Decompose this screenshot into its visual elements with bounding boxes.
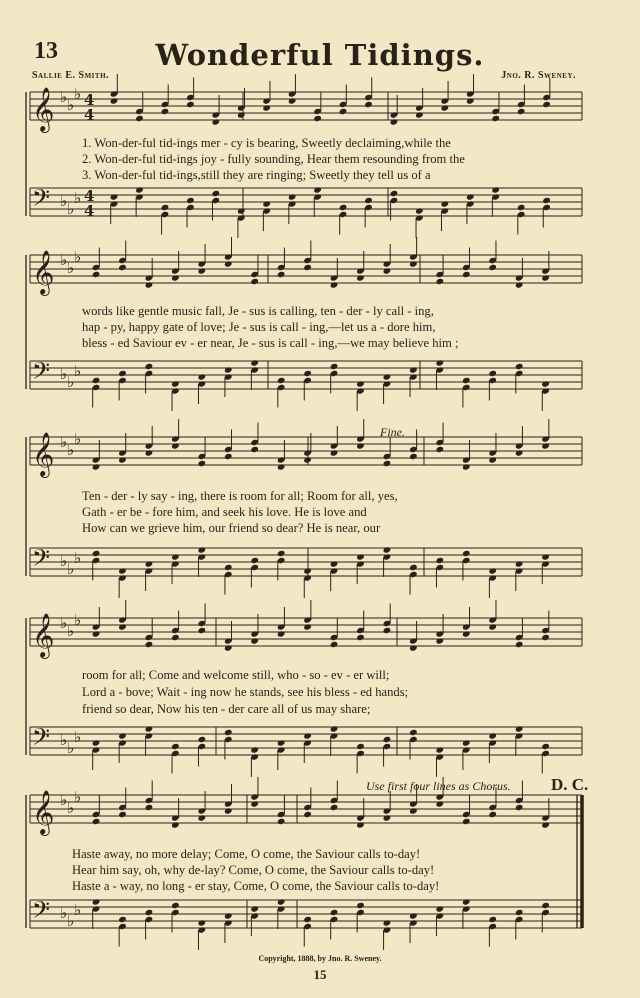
note-head (383, 736, 392, 743)
note-head (517, 108, 526, 115)
lyric-line: room for all; Come and welcome still, who - so - ev - er will; (82, 668, 390, 682)
note-head (436, 278, 445, 285)
note-head (488, 456, 497, 463)
note-head (356, 743, 365, 750)
note-head (313, 115, 322, 122)
note-head (171, 553, 180, 560)
note-head (186, 197, 195, 204)
note-head (224, 260, 233, 267)
note-head (441, 104, 450, 111)
flat-icon: ♭ (60, 251, 68, 269)
note-head (224, 644, 233, 651)
note-head (488, 264, 497, 271)
time-signature-numerator: 4 (84, 91, 95, 109)
note-head (541, 274, 550, 281)
note-head (171, 274, 180, 281)
note-head (92, 630, 101, 637)
note-head (390, 190, 399, 197)
note-head (198, 736, 207, 743)
note-head (145, 804, 154, 811)
note-head (250, 278, 259, 285)
note-head (491, 115, 500, 122)
note-head (436, 446, 445, 453)
flat-icon: ♭ (67, 739, 75, 757)
note-head (409, 453, 418, 460)
note-head (541, 902, 550, 909)
lyric-line: Gath - er be - fore him, and seek his love. He is love and (82, 505, 367, 519)
note-head (171, 821, 180, 828)
note-head (313, 186, 322, 193)
note-head (198, 267, 207, 274)
flat-icon: ♭ (74, 901, 82, 919)
note-head (436, 800, 445, 807)
note-head (118, 811, 127, 818)
note-head (92, 463, 101, 470)
note-head (409, 729, 418, 736)
note-head (356, 634, 365, 641)
note-head (288, 97, 297, 104)
note-head (224, 366, 233, 373)
note-head (198, 919, 207, 926)
flat-icon: ♭ (67, 96, 75, 114)
flat-icon: ♭ (60, 614, 68, 632)
treble-staff (30, 600, 582, 659)
note-head (330, 281, 339, 288)
flat-icon: ♭ (67, 912, 75, 930)
note-head (517, 204, 526, 211)
note-head (541, 634, 550, 641)
note-head (436, 905, 445, 912)
note-head (488, 567, 497, 574)
note-head (515, 560, 524, 567)
bass-clef-icon: 𝄢 (32, 723, 51, 756)
note-head (491, 186, 500, 193)
note-head (515, 449, 524, 456)
note-head (488, 811, 497, 818)
copyright-notice: Copyright, 1888, by Jno. R. Sweney. (258, 954, 382, 963)
note-head (212, 190, 221, 197)
note-head (409, 912, 418, 919)
flat-icon: ♭ (74, 728, 82, 746)
note-head (462, 377, 471, 384)
note-head (186, 101, 195, 108)
note-head (250, 746, 259, 753)
note-head (339, 108, 348, 115)
bass-clef-icon: 𝄢 (32, 544, 51, 577)
lyric-line: Haste away, no more delay; Come, O come, the Saviour calls to-day! (72, 847, 421, 861)
note-head (237, 207, 246, 214)
bass-staff (30, 896, 582, 950)
note-head (171, 380, 180, 387)
note-head (250, 446, 259, 453)
lyric-line: Ten - der - ly say - ing, there is room for all; Room for all, yes, (82, 489, 398, 503)
treble-staff (30, 74, 582, 133)
note-head (303, 811, 312, 818)
note-head (92, 739, 101, 746)
lyric-line: words like gentle music fall, Je - sus is calling, ten - der - ly call - ing, (82, 304, 434, 318)
composer-credit: Jno. R. Sweney. (501, 70, 576, 81)
flat-icon: ♭ (67, 560, 75, 578)
flat-icon: ♭ (60, 904, 68, 922)
note-head (118, 916, 127, 923)
note-head (383, 267, 392, 274)
flat-icon: ♭ (74, 611, 82, 629)
note-head (262, 200, 271, 207)
note-head (364, 101, 373, 108)
lyric-line: Lord a - bove; Wait - ing now he stands, see his bless - ed hands; (82, 685, 409, 699)
note-head (288, 193, 297, 200)
lyric-line: friend so dear, Now his ten - der care all of us may share; (82, 702, 371, 716)
lyric-line: 3. Won-der-ful tid-ings,still they are ringing; Sweetly they tell us of a (82, 168, 431, 182)
note-head (356, 821, 365, 828)
treble-staff (30, 419, 582, 478)
note-head (250, 637, 259, 644)
note-head (462, 463, 471, 470)
note-head (118, 732, 127, 739)
dc-mark: D. C. (551, 775, 589, 794)
note-head (277, 898, 286, 905)
note-head (92, 271, 101, 278)
time-signature-denominator: 4 (84, 106, 95, 124)
note-head (171, 442, 180, 449)
note-head (224, 729, 233, 736)
note-head (198, 373, 207, 380)
note-head (277, 550, 286, 557)
note-head (110, 193, 119, 200)
fine-mark: Fine. (380, 425, 405, 439)
note-head (262, 104, 271, 111)
flat-icon: ♭ (60, 791, 68, 809)
flat-icon: ♭ (60, 731, 68, 749)
note-head (330, 804, 339, 811)
bass-staff (30, 184, 582, 238)
note-head (409, 564, 418, 571)
note-head (356, 274, 365, 281)
note-head (277, 818, 286, 825)
treble-clef-icon: 𝄞 (32, 87, 55, 131)
note-head (541, 442, 550, 449)
note-head (462, 271, 471, 278)
flat-icon: ♭ (67, 622, 75, 640)
flat-icon: ♭ (67, 373, 75, 391)
flat-icon: ♭ (74, 430, 82, 448)
note-head (303, 456, 312, 463)
note-head (383, 627, 392, 634)
note-head (330, 560, 339, 567)
note-head (383, 546, 392, 553)
note-head (330, 725, 339, 732)
note-head (541, 553, 550, 560)
lyric-line: bless - ed Saviour ev - er near, Je - sus is call - ing,—we may believe him ; (82, 336, 459, 350)
note-head (145, 725, 154, 732)
bass-staff (30, 544, 582, 598)
note-head (145, 909, 154, 916)
hymn-title: Wonderful Tidings. (155, 38, 485, 72)
note-head (515, 909, 524, 916)
note-head (92, 818, 101, 825)
note-head (462, 898, 471, 905)
note-head (390, 118, 399, 125)
note-head (383, 460, 392, 467)
flat-icon: ♭ (67, 441, 75, 459)
note-head (462, 739, 471, 746)
chorus-instruction: Use first four lines as Chorus. (366, 779, 511, 793)
flat-icon: ♭ (74, 189, 82, 207)
bass-clef-icon: 𝄢 (32, 357, 51, 390)
note-head (303, 567, 312, 574)
lyric-line: Haste a - way, no long - er stay, Come, O come, the Saviour calls to-day! (72, 879, 440, 893)
note-head (145, 363, 154, 370)
note-head (415, 207, 424, 214)
bass-clef-icon: 𝄢 (32, 896, 51, 929)
note-head (118, 567, 127, 574)
note-head (303, 370, 312, 377)
note-head (250, 359, 259, 366)
flat-icon: ♭ (74, 549, 82, 567)
note-head (364, 197, 373, 204)
note-head (356, 553, 365, 560)
note-head (303, 623, 312, 630)
note-head (462, 818, 471, 825)
note-head (250, 557, 259, 564)
note-head (409, 260, 418, 267)
note-head (224, 453, 233, 460)
page-number: 15 (313, 967, 327, 982)
note-head (277, 739, 286, 746)
note-head (541, 743, 550, 750)
note-head (237, 111, 246, 118)
note-head (224, 564, 233, 571)
note-head (250, 905, 259, 912)
flat-icon: ♭ (74, 362, 82, 380)
note-head (330, 363, 339, 370)
note-head (250, 800, 259, 807)
note-head (224, 912, 233, 919)
note-head (441, 200, 450, 207)
note-head (330, 909, 339, 916)
flat-icon: ♭ (60, 433, 68, 451)
bass-staff (30, 357, 582, 411)
lyric-line: 1. Won-der-ful tid-ings mer - cy is bearing, Sweetly declaiming,while the (82, 136, 451, 150)
note-head (466, 193, 475, 200)
note-head (541, 380, 550, 387)
bass-clef-icon: 𝄢 (32, 184, 51, 217)
lyricist-credit: Sallie E. Smith. (32, 70, 110, 81)
note-head (466, 97, 475, 104)
note-head (462, 630, 471, 637)
note-head (171, 743, 180, 750)
note-head (224, 807, 233, 814)
note-head (118, 623, 127, 630)
note-head (145, 281, 154, 288)
note-head (118, 370, 127, 377)
note-head (356, 380, 365, 387)
note-head (409, 807, 418, 814)
lyric-line: How can we grieve him, our friend so dear? He is near, our (82, 521, 381, 535)
note-head (436, 746, 445, 753)
note-head (92, 898, 101, 905)
note-head (356, 902, 365, 909)
note-head (277, 377, 286, 384)
note-head (488, 623, 497, 630)
note-head (515, 725, 524, 732)
note-head (118, 264, 127, 271)
note-head (542, 197, 551, 204)
flat-icon: ♭ (60, 365, 68, 383)
note-head (488, 916, 497, 923)
note-head (488, 732, 497, 739)
note-head (339, 204, 348, 211)
note-head (541, 821, 550, 828)
note-head (198, 627, 207, 634)
note-head (92, 377, 101, 384)
note-head (171, 634, 180, 641)
note-head (161, 108, 170, 115)
note-head (415, 111, 424, 118)
note-head (303, 916, 312, 923)
note-head (135, 186, 144, 193)
time-signature-numerator: 4 (84, 187, 95, 205)
note-head (303, 732, 312, 739)
treble-clef-icon: 𝄞 (32, 432, 55, 476)
note-head (303, 264, 312, 271)
note-head (161, 204, 170, 211)
treble-staff (30, 237, 582, 296)
flat-icon: ♭ (60, 552, 68, 570)
note-head (515, 281, 524, 288)
note-head (277, 463, 286, 470)
flat-icon: ♭ (60, 192, 68, 210)
lyric-line: hap - py, happy gate of love; Je - sus is call - ing,—let us a - dore him, (82, 320, 436, 334)
note-head (198, 814, 207, 821)
flat-icon: ♭ (74, 85, 82, 103)
note-head (277, 271, 286, 278)
hymn-number: 13 (34, 38, 58, 64)
note-head (515, 804, 524, 811)
note-head (488, 370, 497, 377)
note-head (409, 366, 418, 373)
note-head (110, 97, 119, 104)
note-head (542, 101, 551, 108)
treble-clef-icon: 𝄞 (32, 250, 55, 294)
note-head (118, 456, 127, 463)
note-head (198, 546, 207, 553)
lyric-line: 2. Won-der-ful tid-ings joy - fully sounding, Hear them resounding from the (82, 152, 465, 166)
note-head (462, 550, 471, 557)
note-head (383, 373, 392, 380)
note-head (436, 637, 445, 644)
note-head (356, 442, 365, 449)
note-head (409, 644, 418, 651)
treble-clef-icon: 𝄞 (32, 613, 55, 657)
note-head (330, 641, 339, 648)
treble-clef-icon: 𝄞 (32, 790, 55, 834)
flat-icon: ♭ (74, 788, 82, 806)
note-head (171, 902, 180, 909)
note-head (436, 557, 445, 564)
bass-staff (30, 723, 582, 777)
note-head (515, 641, 524, 648)
flat-icon: ♭ (67, 259, 75, 277)
time-signature-denominator: 4 (84, 202, 95, 220)
note-head (383, 919, 392, 926)
note-head (145, 641, 154, 648)
note-head (198, 460, 207, 467)
note-head (135, 115, 144, 122)
note-head (515, 363, 524, 370)
note-head (277, 630, 286, 637)
note-head (383, 814, 392, 821)
note-head (212, 118, 221, 125)
flat-icon: ♭ (74, 248, 82, 266)
flat-icon: ♭ (67, 799, 75, 817)
note-head (330, 449, 339, 456)
note-head (92, 550, 101, 557)
flat-icon: ♭ (67, 200, 75, 218)
note-head (436, 359, 445, 366)
flat-icon: ♭ (60, 88, 68, 106)
note-head (145, 449, 154, 456)
lyric-line: Hear him say, oh, why de-lay? Come, O come, the Saviour calls to-day! (72, 863, 435, 877)
note-head (145, 560, 154, 567)
